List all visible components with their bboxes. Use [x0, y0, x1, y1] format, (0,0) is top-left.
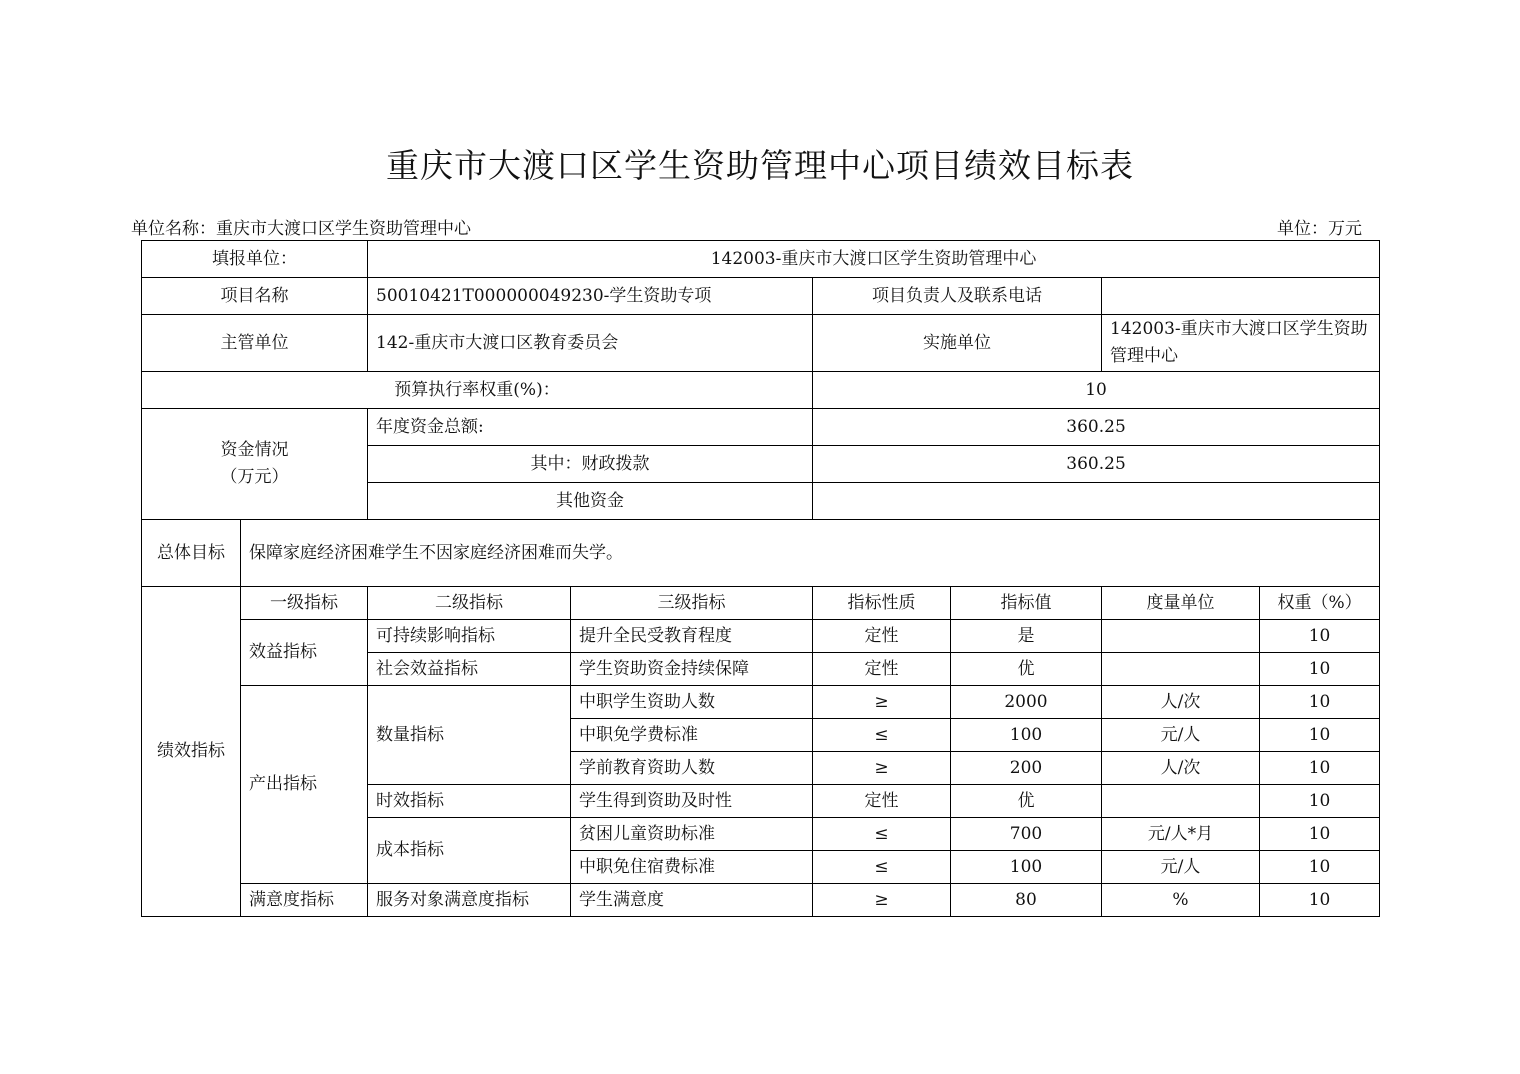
row-weight: 10 — [1260, 851, 1380, 884]
row-value: 200 — [951, 752, 1102, 785]
funds-total-label: 年度资金总额: — [368, 409, 813, 446]
table-row — [142, 409, 1380, 446]
table-row — [142, 520, 1380, 587]
row-l3: 学前教育资助人数 — [571, 752, 813, 785]
level1-benefit: 效益指标 — [241, 620, 368, 686]
project-name-label: 项目名称 — [142, 278, 368, 315]
row-l3: 提升全民受教育程度 — [571, 620, 813, 653]
unit-name-label: 单位名称：重庆市大渡口区学生资助管理中心 — [131, 219, 471, 239]
goal-label: 总体目标 — [142, 520, 241, 587]
row-nature: ≥ — [813, 752, 951, 785]
row-value: 优 — [951, 653, 1102, 686]
budget-weight-value: 10 — [813, 372, 1380, 409]
header-level3: 三级指标 — [571, 587, 813, 620]
row-nature: ≤ — [813, 818, 951, 851]
row-value: 80 — [951, 884, 1102, 917]
funds-label-text: 资金情况 — [220, 440, 289, 460]
table-row — [142, 620, 1380, 653]
row-l3: 中职免住宿费标准 — [571, 851, 813, 884]
header-unit: 度量单位 — [1102, 587, 1260, 620]
row-l3: 学生得到资助及时性 — [571, 785, 813, 818]
row-nature: ≤ — [813, 851, 951, 884]
row-unit: % — [1102, 884, 1260, 917]
row-weight: 10 — [1260, 818, 1380, 851]
row-l3: 学生资助资金持续保障 — [571, 653, 813, 686]
page-title: 重庆市大渡口区学生资助管理中心项目绩效目标表 — [386, 146, 1134, 185]
funds-label — [142, 409, 368, 520]
row-unit: 元/人 — [1102, 851, 1260, 884]
row-unit — [1102, 620, 1260, 653]
row-weight: 10 — [1260, 686, 1380, 719]
row-unit: 人/次 — [1102, 686, 1260, 719]
reporting-unit-value: 142003-重庆市大渡口区学生资助管理中心 — [368, 241, 1380, 278]
perf-label: 绩效指标 — [142, 587, 241, 917]
header-value: 指标值 — [951, 587, 1102, 620]
level2-timeliness: 时效指标 — [368, 785, 571, 818]
table-row — [142, 372, 1380, 409]
budget-weight-label: 预算执行率权重(%)： — [142, 372, 813, 409]
table-row — [142, 241, 1380, 278]
row-unit: 元/人*月 — [1102, 818, 1260, 851]
table-row — [142, 278, 1380, 315]
row-l3: 中职学生资助人数 — [571, 686, 813, 719]
goal-value: 保障家庭经济困难学生不因家庭经济困难而失学。 — [241, 520, 1380, 587]
row-weight: 10 — [1260, 884, 1380, 917]
project-name-value: 50010421T000000049230-学生资助专项 — [368, 278, 813, 315]
table-row — [142, 686, 1380, 719]
row-unit: 人/次 — [1102, 752, 1260, 785]
level2-social: 社会效益指标 — [368, 653, 571, 686]
header-level1: 一级指标 — [241, 587, 368, 620]
level1-output: 产出指标 — [241, 686, 368, 884]
row-unit: 元/人 — [1102, 719, 1260, 752]
level2-sustainable: 可持续影响指标 — [368, 620, 571, 653]
funds-other-value — [813, 483, 1380, 520]
row-value: 2000 — [951, 686, 1102, 719]
funds-label-unit: （万元） — [220, 467, 289, 487]
unit-label: 单位：万元 — [1277, 219, 1362, 239]
row-unit — [1102, 653, 1260, 686]
row-unit — [1102, 785, 1260, 818]
row-value: 700 — [951, 818, 1102, 851]
row-nature: ≤ — [813, 719, 951, 752]
row-value: 100 — [951, 851, 1102, 884]
row-weight: 10 — [1260, 620, 1380, 653]
table-row — [142, 884, 1380, 917]
row-weight: 10 — [1260, 719, 1380, 752]
level2-service-satisfaction: 服务对象满意度指标 — [368, 884, 571, 917]
row-weight: 10 — [1260, 785, 1380, 818]
authority-value: 142-重庆市大渡口区教育委员会 — [368, 315, 813, 372]
table-row — [142, 587, 1380, 620]
row-l3: 中职免学费标准 — [571, 719, 813, 752]
row-l3: 贫困儿童资助标准 — [571, 818, 813, 851]
funds-total-value: 360.25 — [813, 409, 1380, 446]
row-nature: 定性 — [813, 620, 951, 653]
authority-label: 主管单位 — [142, 315, 368, 372]
level1-satisfaction: 满意度指标 — [241, 884, 368, 917]
funds-fiscal-label: 其中：财政拨款 — [368, 446, 813, 483]
impl-unit-label: 实施单位 — [813, 315, 1102, 372]
contact-value — [1102, 278, 1380, 315]
funds-fiscal-value: 360.25 — [813, 446, 1380, 483]
table-row — [142, 315, 1380, 372]
contact-label: 项目负责人及联系电话 — [813, 278, 1102, 315]
header-level2: 二级指标 — [368, 587, 571, 620]
reporting-unit-label: 填报单位： — [142, 241, 368, 278]
row-nature: ≥ — [813, 884, 951, 917]
level2-cost: 成本指标 — [368, 818, 571, 884]
header-weight: 权重（%） — [1260, 587, 1380, 620]
row-weight: 10 — [1260, 752, 1380, 785]
row-l3: 学生满意度 — [571, 884, 813, 917]
header-nature: 指标性质 — [813, 587, 951, 620]
row-value: 是 — [951, 620, 1102, 653]
row-nature: 定性 — [813, 653, 951, 686]
performance-table — [141, 240, 1380, 917]
level2-quantity: 数量指标 — [368, 686, 571, 785]
funds-other-label: 其他资金 — [368, 483, 813, 520]
row-nature: 定性 — [813, 785, 951, 818]
row-value: 优 — [951, 785, 1102, 818]
impl-unit-value: 142003-重庆市大渡口区学生资助管理中心 — [1102, 315, 1380, 372]
row-weight: 10 — [1260, 653, 1380, 686]
row-value: 100 — [951, 719, 1102, 752]
row-nature: ≥ — [813, 686, 951, 719]
